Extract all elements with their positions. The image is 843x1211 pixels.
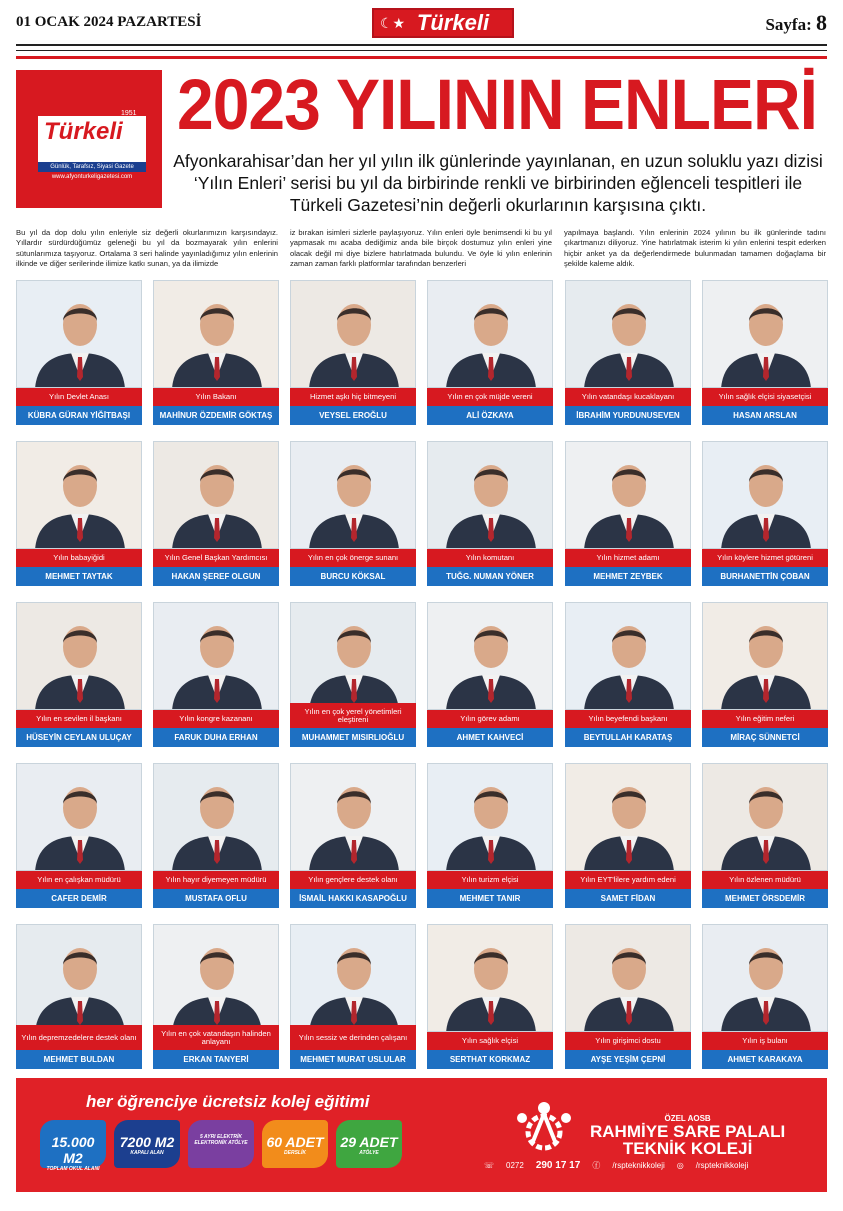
person-silhouette-icon	[428, 281, 553, 388]
person-name: MİRAÇ SÜNNETCİ	[702, 728, 828, 747]
person-name: BEYTULLAH KARATAŞ	[565, 728, 691, 747]
person-name: HÜSEYİN CEYLAN ULUÇAY	[16, 728, 142, 747]
phone-prefix: 0272	[506, 1161, 524, 1170]
page-number-value: 8	[816, 10, 827, 35]
person-name: HASAN ARSLAN	[702, 406, 828, 425]
ad-stat-value: 15.000 M2	[51, 1134, 95, 1166]
ad-contact	[484, 1160, 748, 1171]
divider	[16, 44, 827, 46]
person-photo	[153, 924, 279, 1032]
person-card	[153, 280, 279, 425]
person-silhouette-icon	[566, 925, 691, 1032]
person-photo	[16, 280, 142, 388]
headline: 2023 YILININ ENLERİ	[176, 64, 817, 144]
page-number	[765, 10, 827, 36]
masthead-logo-name: Türkeli	[416, 10, 490, 35]
person-card	[427, 924, 553, 1069]
facebook-icon: ⓕ	[592, 1161, 601, 1170]
advertisement-banner[interactable]	[16, 1078, 827, 1192]
body-column: iz bırakan isimleri sizlerle paylaşıyoruz. Yılın enleri öyle benimsendi ki bu yıl yapmasak mı acaba dediğimiz anda bile birçok dostumuz yılın enleri yine olacak değil mi diye bizlere hatırlatmada bulundu. Ve öyle ki yılın enlerinin zaman zaman farklı platformlar tarafından benzerleri	[290, 228, 552, 269]
person-name: İBRAHİM YURDUNUSEVEN	[565, 406, 691, 425]
person-title: Yılın sessiz ve derinden çalışanı	[290, 1025, 416, 1050]
person-card	[153, 763, 279, 908]
person-title: Yılın özlenen müdürü	[702, 871, 828, 889]
person-title: Yılın beyefendi başkanı	[565, 710, 691, 728]
person-name: AHMET KAHVECİ	[427, 728, 553, 747]
person-name: MUSTAFA OFLU	[153, 889, 279, 908]
ad-stat-label: TOPLAM OKUL ALANI	[46, 1166, 100, 1172]
person-card	[153, 441, 279, 586]
person-card	[565, 924, 691, 1069]
person-card	[565, 763, 691, 908]
school-line2: TEKNİK KOLEJİ	[622, 1139, 753, 1158]
ad-stat-pill	[40, 1120, 106, 1172]
person-silhouette-icon	[566, 764, 691, 871]
person-photo	[153, 441, 279, 549]
person-name: MEHMET TANIR	[427, 889, 553, 908]
person-name: SERTHAT KORKMAZ	[427, 1050, 553, 1069]
person-title: Yılın turizm elçisi	[427, 871, 553, 889]
ad-stat-label: ATÖLYE	[359, 1150, 379, 1156]
person-photo	[290, 763, 416, 871]
person-title: Yılın en sevilen il başkanı	[16, 710, 142, 728]
person-photo	[290, 924, 416, 1032]
person-silhouette-icon	[154, 442, 279, 549]
person-card	[16, 602, 142, 747]
person-silhouette-icon	[291, 764, 416, 871]
person-title: Yılın girişimci dostu	[565, 1032, 691, 1050]
person-silhouette-icon	[17, 442, 142, 549]
ad-stat-value: 60 ADET	[266, 1134, 324, 1150]
person-title: Yılın Bakanı	[153, 388, 279, 406]
person-name: AHMET KARAKAYA	[702, 1050, 828, 1069]
person-title: Yılın Devlet Anası	[16, 388, 142, 406]
person-silhouette-icon	[154, 281, 279, 388]
person-photo	[153, 602, 279, 710]
person-silhouette-icon	[428, 442, 553, 549]
ad-stat-pill	[336, 1120, 402, 1168]
person-silhouette-icon	[291, 442, 416, 549]
person-title: Yılın köylere hizmet götüreni	[702, 549, 828, 567]
person-silhouette-icon	[566, 603, 691, 710]
brand-box	[16, 70, 162, 208]
person-photo	[702, 441, 828, 549]
person-card	[427, 763, 553, 908]
person-card	[702, 602, 828, 747]
person-title: Hizmet aşkı hiç bitmeyeni	[290, 388, 416, 406]
ad-stat-value: 7200 M2	[119, 1134, 175, 1150]
school-prefix: ÖZEL AOSB	[664, 1114, 711, 1123]
person-silhouette-icon	[703, 603, 828, 710]
person-photo	[427, 602, 553, 710]
crescent-star-icon: ☾★	[380, 15, 406, 31]
person-name: ERKAN TANYERİ	[153, 1050, 279, 1069]
person-silhouette-icon	[154, 764, 279, 871]
person-card	[16, 763, 142, 908]
divider	[16, 50, 827, 51]
person-name: MAHİNUR ÖZDEMİR GÖKTAŞ	[153, 406, 279, 425]
person-card	[702, 441, 828, 586]
person-title: Yılın kongre kazananı	[153, 710, 279, 728]
person-card	[290, 602, 416, 747]
person-photo	[427, 280, 553, 388]
person-silhouette-icon	[17, 603, 142, 710]
person-name: MEHMET BULDAN	[16, 1050, 142, 1069]
person-title: Yılın hayır diyemeyen müdürü	[153, 871, 279, 889]
person-photo	[565, 280, 691, 388]
person-silhouette-icon	[566, 442, 691, 549]
person-title: Yılın iş bulanı	[702, 1032, 828, 1050]
ad-stat-label: KAPALI ALAN	[130, 1150, 164, 1156]
school-line1: RAHMİYE SARE PALALI	[590, 1122, 786, 1141]
person-silhouette-icon	[291, 281, 416, 388]
person-photo	[427, 924, 553, 1032]
person-photo	[565, 602, 691, 710]
person-name: MUHAMMET MISIRLIOĞLU	[290, 728, 416, 747]
person-name: FARUK DUHA ERHAN	[153, 728, 279, 747]
person-name: İSMAİL HAKKI KASAPOĞLU	[290, 889, 416, 908]
ad-stat-pill	[188, 1120, 254, 1168]
person-name: MEHMET ZEYBEK	[565, 567, 691, 586]
person-title: Yılın Genel Başkan Yardımcısı	[153, 549, 279, 567]
person-silhouette-icon	[17, 764, 142, 871]
ad-stat-label: DERSLİK	[284, 1150, 306, 1156]
instagram-icon: ◎	[676, 1161, 684, 1170]
person-photo	[702, 924, 828, 1032]
person-card	[702, 763, 828, 908]
article-body	[16, 228, 826, 270]
person-silhouette-icon	[428, 925, 553, 1032]
person-silhouette-icon	[703, 281, 828, 388]
person-silhouette-icon	[703, 764, 828, 871]
person-card	[702, 280, 828, 425]
person-card	[16, 280, 142, 425]
person-card	[153, 602, 279, 747]
person-name: CAFER DEMİR	[16, 889, 142, 908]
school-logo-icon	[508, 1094, 580, 1154]
person-name: AYŞE YEŞİM ÇEPNİ	[565, 1050, 691, 1069]
person-photo	[16, 763, 142, 871]
person-title: Yılın sağlık elçisi	[427, 1032, 553, 1050]
person-card	[16, 441, 142, 586]
person-title: Yılın EYT'lilere yardım edeni	[565, 871, 691, 889]
person-photo	[565, 441, 691, 549]
person-title: Yılın görev adamı	[427, 710, 553, 728]
person-card	[290, 280, 416, 425]
person-card	[16, 924, 142, 1069]
person-photo	[290, 280, 416, 388]
person-photo	[16, 441, 142, 549]
person-photo	[153, 280, 279, 388]
person-silhouette-icon	[428, 603, 553, 710]
brand-url: www.afyonturkeligazetesi.com	[51, 174, 133, 180]
person-photo	[153, 763, 279, 871]
person-card	[290, 763, 416, 908]
person-card	[565, 441, 691, 586]
person-photo	[290, 441, 416, 549]
person-card	[427, 441, 553, 586]
person-card	[702, 924, 828, 1069]
person-name: VEYSEL EROĞLU	[290, 406, 416, 425]
person-title: Yılın en çalışkan müdürü	[16, 871, 142, 889]
person-silhouette-icon	[17, 925, 142, 1032]
ad-slogan: her öğrenciye ücretsiz kolej eğitimi	[86, 1092, 370, 1111]
person-silhouette-icon	[428, 764, 553, 871]
person-title: Yılın eğitim neferi	[702, 710, 828, 728]
person-card	[565, 280, 691, 425]
issue-date: 01 OCAK 2024 PAZARTESİ	[16, 14, 202, 30]
page-label: Sayfa:	[765, 15, 812, 34]
person-silhouette-icon	[17, 281, 142, 388]
person-photo	[16, 602, 142, 710]
person-card	[290, 924, 416, 1069]
body-column: Bu yıl da dop dolu yılın enleriyle siz değerli okurlarımızın karşısındayız. Yıllardır sürdürdüğümüz geleneği bu yıl da bozmayarak yılın enlerini sütunlarımıza taşıyoruz. Ortalama 3 seri halinde yayınladığımız yılın enlerinin ilkinde ve diğer serilerinde ilimize katkı sunan, ya da ilimizde	[16, 228, 278, 269]
phone-icon: ☏	[484, 1161, 495, 1170]
social-handle-instagram[interactable]: /rspteknikkoleji	[695, 1161, 749, 1170]
person-name: SAMET FİDAN	[565, 889, 691, 908]
person-name: BURHANETTİN ÇOBAN	[702, 567, 828, 586]
person-name: ALİ ÖZKAYA	[427, 406, 553, 425]
ad-stat-pill	[262, 1120, 328, 1168]
person-photo	[702, 602, 828, 710]
school-name	[590, 1114, 785, 1157]
person-title: Yılın babayiğidi	[16, 549, 142, 567]
phone-number[interactable]: 290 17 17	[535, 1160, 581, 1171]
person-name: KÜBRA GÜRAN YİĞİTBAŞI	[16, 406, 142, 425]
person-name: TUĞG. NUMAN YÖNER	[427, 567, 553, 586]
person-title: Yılın sağlık elçisi siyasetçisi	[702, 388, 828, 406]
person-silhouette-icon	[566, 281, 691, 388]
person-name: BURCU KÖKSAL	[290, 567, 416, 586]
person-silhouette-icon	[291, 925, 416, 1032]
person-title: Yılın hizmet adamı	[565, 549, 691, 567]
person-silhouette-icon	[154, 603, 279, 710]
social-handle-facebook[interactable]: /rspteknikkoleji	[612, 1161, 665, 1170]
person-photo	[565, 763, 691, 871]
person-silhouette-icon	[154, 925, 279, 1032]
brand-year: 1951	[121, 110, 137, 117]
masthead-logo	[372, 8, 514, 38]
person-card	[565, 602, 691, 747]
person-name: MEHMET TAYTAK	[16, 567, 142, 586]
page-header	[16, 8, 827, 40]
person-title: Yılın depremzedelere destek olanı	[16, 1025, 142, 1050]
person-card	[290, 441, 416, 586]
ad-stat-pill	[114, 1120, 180, 1168]
person-title: Yılın gençlere destek olanı	[290, 871, 416, 889]
brand-tagline: Günlük, Tarafsız, Siyasi Gazete	[38, 162, 146, 172]
ad-stat-label: 5 AYRI ELEKTRİK ELEKTRONİK ATÖLYE	[194, 1134, 248, 1146]
person-card	[427, 602, 553, 747]
person-photo	[16, 924, 142, 1032]
person-title: Yılın en çok vatandaşın halinden anlayanı	[153, 1025, 279, 1050]
person-photo	[702, 280, 828, 388]
person-silhouette-icon	[291, 603, 416, 710]
person-photo	[427, 441, 553, 549]
person-silhouette-icon	[703, 442, 828, 549]
person-title: Yılın komutanı	[427, 549, 553, 567]
person-card	[427, 280, 553, 425]
person-photo	[427, 763, 553, 871]
person-silhouette-icon	[703, 925, 828, 1032]
body-column: yapılmaya başlandı. Yılın enlerinin 2024 yılının bu ilk günlerinde tadını çıkartmanızı diliyoruz. Yine hatırlatmak isterim ki yılın enlerini tespit ederken hiçbir anket ya da değerlendirmede bulunmadan tamamen doğaçlama bir şekilde kaleme aldık.	[564, 228, 826, 269]
ad-stat-value: 29 ADET	[340, 1134, 398, 1150]
person-title: Yılın en çok müjde vereni	[427, 388, 553, 406]
person-name: HAKAN ŞEREF OLGUN	[153, 567, 279, 586]
person-name: MEHMET ÖRSDEMİR	[702, 889, 828, 908]
person-photo	[702, 763, 828, 871]
person-title: Yılın en çok önerge sunanı	[290, 549, 416, 567]
person-photo	[565, 924, 691, 1032]
person-title: Yılın vatandaşı kucaklayanı	[565, 388, 691, 406]
person-title: Yılın en çok yerel yönetimleri eleştireni	[290, 703, 416, 728]
brand-logo-name: Türkeli	[44, 118, 123, 145]
person-name: MEHMET MURAT USLULAR	[290, 1050, 416, 1069]
person-card	[153, 924, 279, 1069]
person-photo	[290, 602, 416, 710]
lede-paragraph: Afyonkarahisar’dan her yıl yılın ilk günlerinde yayınlanan, en uzun soluklu yazı dizisi ‘Yılın Enleri’ serisi bu yıl da birbirinde renkli ve birbirinden eğlenceli tespitleri ile Türkeli Gazetesi’nin değerli okurlarının karşısına çıktı.	[173, 151, 823, 215]
